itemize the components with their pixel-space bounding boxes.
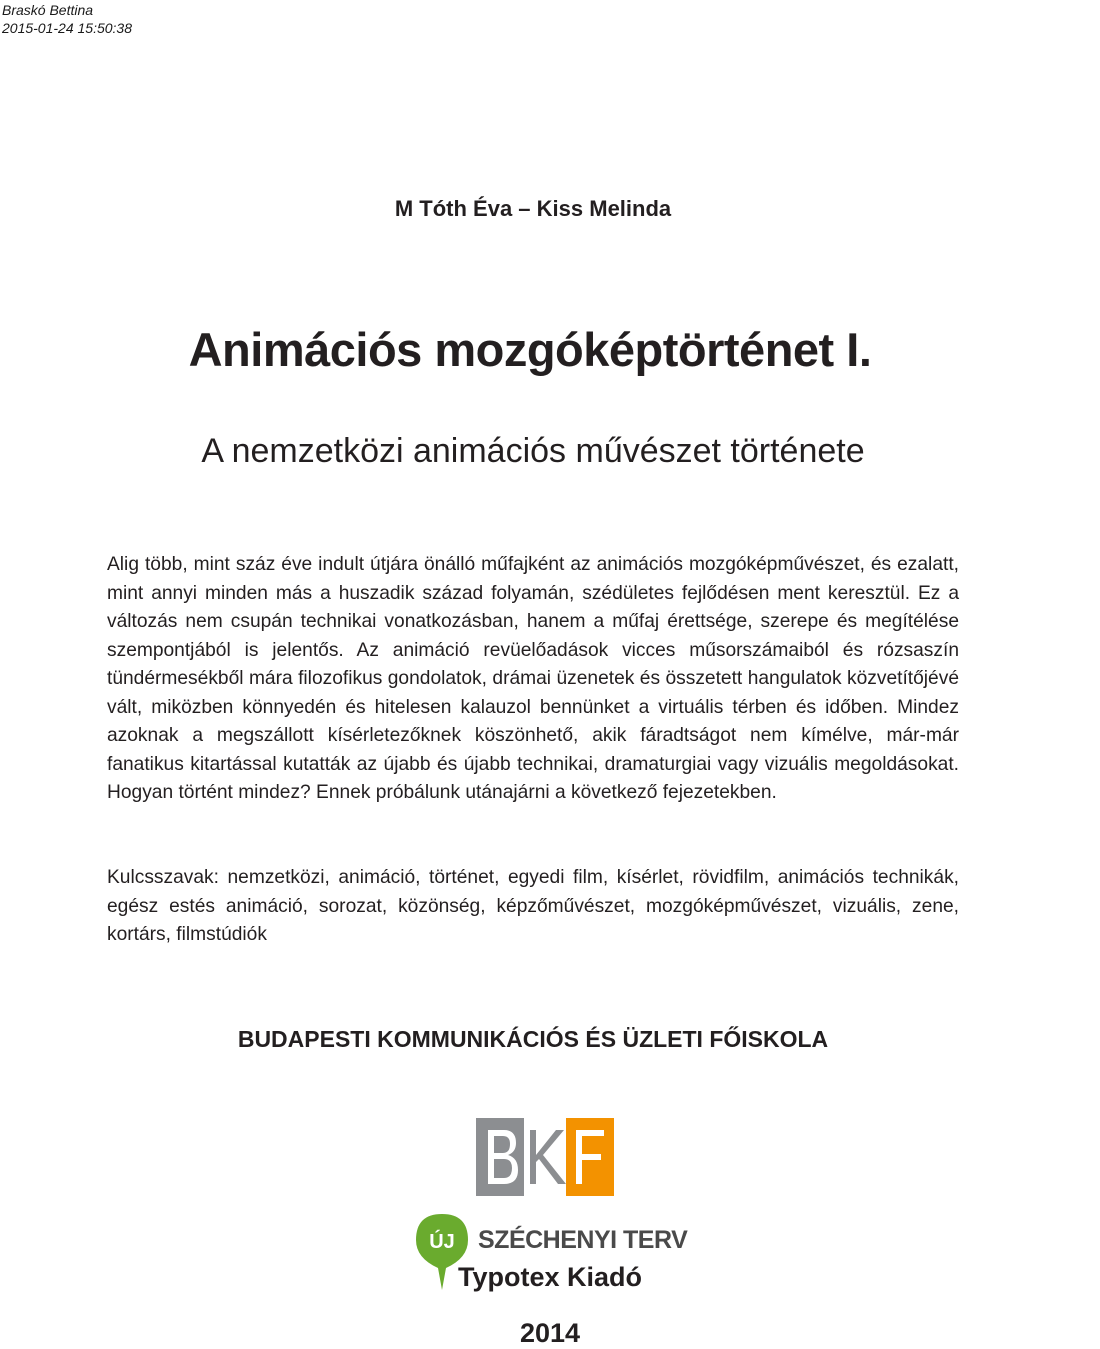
- publication-year: 2014: [519, 1318, 581, 1348]
- annotation-timestamp: 2015-01-24 15:50:38: [2, 20, 132, 36]
- book-authors: M Tóth Éva – Kiss Melinda: [394, 196, 672, 221]
- institution-name: BUDAPESTI KOMMUNIKÁCIÓS ÉS ÜZLETI FŐISKOLA: [237, 1026, 829, 1052]
- bkf-logo: [476, 1118, 614, 1196]
- annotation-author: Braskó Bettina: [2, 2, 94, 18]
- keywords-paragraph: Kulcsszavak: nemzetközi, animáció, történet, egyedi film, kísérlet, rövidfilm, animációs technikák, egész estés animáció, sorozat, közönség, képzőművészet, mozgóképművészet, vizuális, zene, kortárs, filmstúdiók: [107, 867, 959, 945]
- publisher-name: Typotex Kiadó: [458, 1262, 643, 1292]
- abstract-paragraph: Alig több, mint száz éve indult útjára önálló műfajként az animációs mozgóképművészet, és ezalatt, mint annyi minden más a huszadik század folyamán, szédületes fejlődésen ment keresztül. Ez a változás nem csupán technikai vonatkozásban, hanem a műfaj érettsége, szerepe és megítélése szempontjából is jelentős. Az animáció revüelőadások vicces műsorszámaiból és rózsaszín tündérmesékből mára filozofikus gondolatok, drámai üzenetek és összetett hangulatok közvetítőjévé vált, miközben könnyedén és hitelesen kalauzol bennünket a virtuális térben és időben. Mindez azoknak a megszállott kísérletezőknek köszönhető, akik fáradtságot nem kímélve, már-már fanatikus kitartással kutatták az újabb és újabb technikai, dramaturgiai vagy vizuális megoldásokat. Hogyan történt mindez? Ennek próbálunk utánajárni a következő fejezetekben.: [107, 554, 959, 803]
- book-title: Animációs mozgóképtörténet I.: [188, 323, 872, 376]
- szechenyi-text: SZÉCHENYI TERV: [478, 1226, 688, 1254]
- szechenyi-badge-text: ÚJ: [429, 1231, 455, 1253]
- book-subtitle: A nemzetközi animációs művészet története: [201, 432, 865, 470]
